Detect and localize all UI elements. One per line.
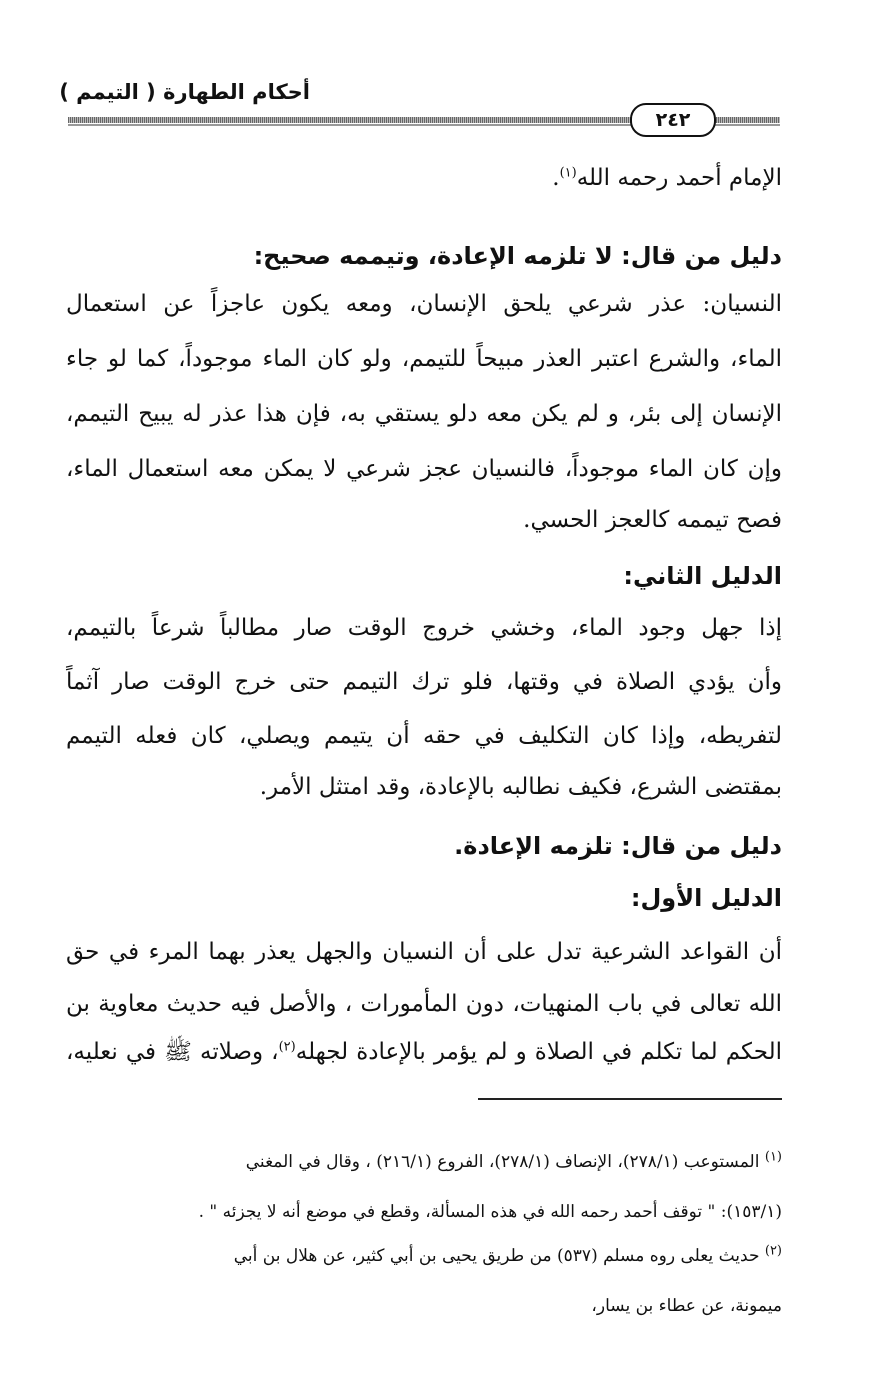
paragraph-line: فصح تيممه كالعجز الحسي. (523, 507, 782, 533)
section-heading: دليل من قال: لا تلزمه الإعادة، وتيممه صحيح: (253, 242, 782, 270)
footnote-ref: (١) (559, 165, 577, 181)
section-heading: دليل من قال: تلزمه الإعادة. (454, 832, 782, 860)
paragraph-line: الإمام أحمد رحمه الله$^{(١)}$. (552, 165, 782, 191)
paragraph-line: أن القواعد الشرعية تدل على أن النسيان والجهل يعذر بهما المرء في حق (66, 939, 782, 965)
footnote-separator (478, 1098, 782, 1100)
section-heading: الدليل الأول: (630, 884, 782, 912)
paragraph-line: الحكم لما تكلم في الصلاة و لم يؤمر بالإعادة لجهله$^{(٢)}$، وصلاته ﷺ في نعليه، (66, 1039, 782, 1065)
footnote-line: (١٥٣/١): " توقف أحمد رحمه الله في هذه المسألة، وقطع في موضع أنه لا يجزئه " . (198, 1202, 782, 1222)
running-header-title: أحكام الطهارة ( التيمم ) (59, 80, 310, 104)
footnote-ref: (٢) (278, 1039, 296, 1055)
footnote-line: $^{(٢)}$ حديث يعلى روه مسلم (٥٣٧) من طريق يحيى بن أبي كثير، عن هلال بن أبي (233, 1243, 782, 1266)
paragraph-line: الله تعالى في باب المنهيات، دون المأمورات ، والأصل فيه حديث معاوية بن (66, 991, 782, 1017)
section-heading: الدليل الثاني: (623, 562, 782, 590)
paragraph-line: الإنسان إلى بئر، و لم يكن معه دلو يستقي به، فإن هذا عذر له يبيح التيمم، (66, 401, 782, 427)
paragraph-line: إذا جهل وجود الماء، وخشي خروج الوقت صار مطالباً شرعاً بالتيمم، (66, 615, 782, 641)
paragraph-line: لتفريطه، وإذا كان التكليف في حقه أن يتيمم ويصلي، كان فعله التيمم (66, 723, 782, 749)
paragraph-line: وأن يؤدي الصلاة في وقتها، فلو ترك التيمم حتى خرج الوقت صار آثماً (66, 669, 782, 695)
footnote-line: $^{(١)}$ المستوعب (٢٧٨/١)، الإنصاف (٢٧٨/١)، الفروع (٢١٦/١) ، وقال في المغني (245, 1149, 782, 1172)
paragraph-line: الماء، والشرع اعتبر العذر مبيحاً للتيمم، ولو كان الماء موجوداً، كما لو جاء (66, 346, 782, 372)
paragraph-line: وإن كان الماء موجوداً، فالنسيان عجز شرعي لا يمكن معه استعمال الماء، (66, 456, 782, 482)
paragraph-line: النسيان: عذر شرعي يلحق الإنسان، ومعه يكون عاجزاً عن استعمال (66, 291, 782, 317)
page-number-badge: ٢٤٢ (630, 103, 716, 137)
footnote-marker: (١) (764, 1149, 782, 1165)
paragraph-line: بمقتضى الشرع، فكيف نطالبه بالإعادة، وقد امتثل الأمر. (259, 774, 782, 800)
footnote-line: ميمونة، عن عطاء بن يسار، (591, 1296, 782, 1316)
footnote-marker: (٢) (764, 1243, 782, 1259)
